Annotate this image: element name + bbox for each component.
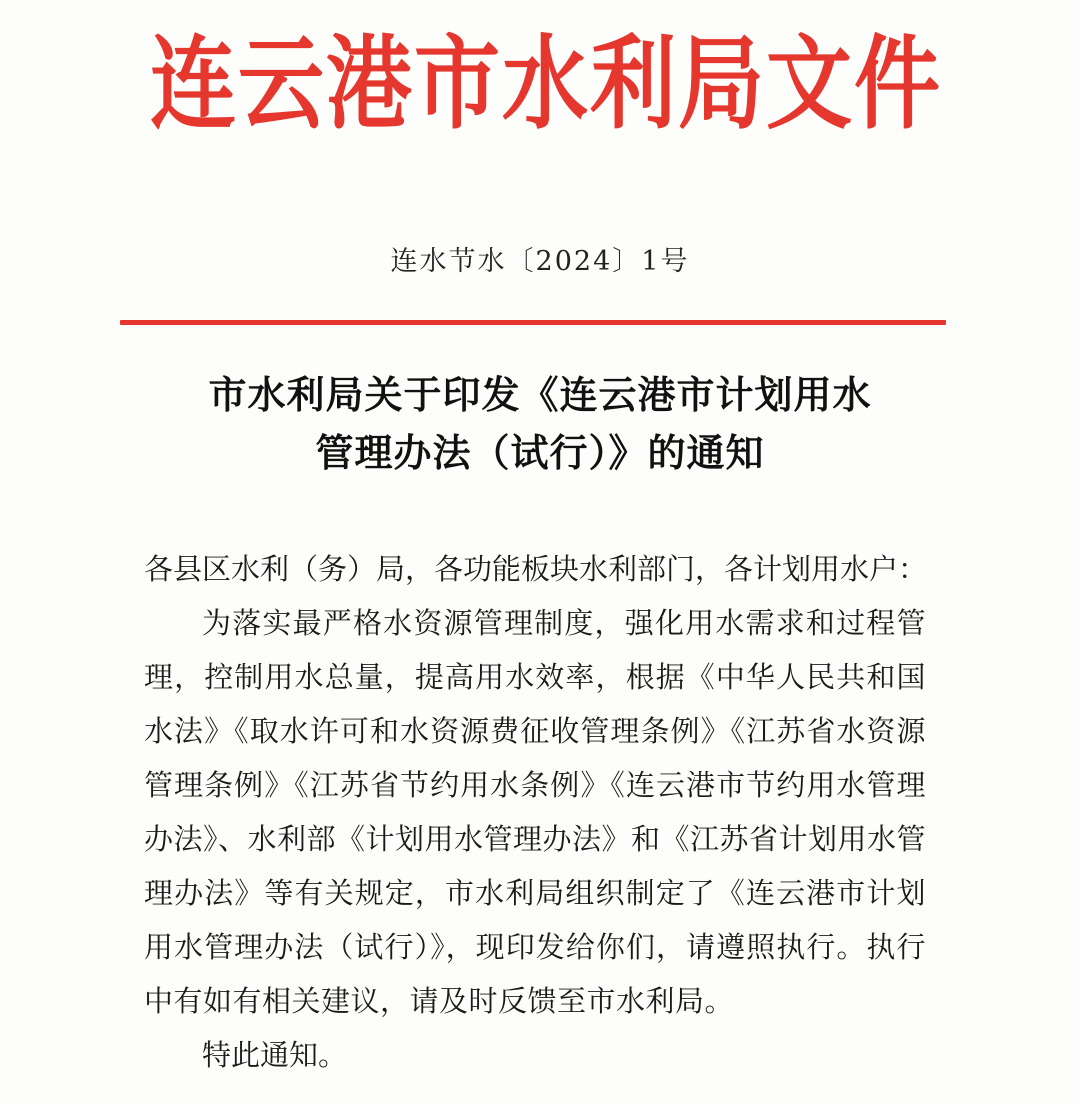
body-paragraph: 为落实最严格水资源管理制度，强化用水需求和过程管理，控制用水总量，提高用水效率，根据《中华人民共和国水法》《取水许可和水资源费征收管理条例》《江苏省水资源管理条例》《江苏省节约用水条例》《连云港市节约用水管理办法》、水利部《计划用水管理办法》和《江苏省计划用水管理办法》等有关规定，市水利局组织制定了《连云港市计划用水管理办法（试行）》，现印发给你们，请遵照执行。执行中有如有相关建议，请及时反馈至市水利局。 bbox=[144, 606, 927, 1018]
notice-title-line-1: 市水利局关于印发《连云港市计划用水 bbox=[208, 373, 872, 417]
red-divider-line bbox=[120, 320, 946, 325]
masthead-title: 连云港市水利局文件 bbox=[150, 26, 942, 145]
notice-body bbox=[144, 542, 926, 1082]
notice-title-line-2: 管理办法（试行）》的通知 bbox=[315, 431, 765, 475]
salutation: 各县区水利（务）局，各功能板块水利部门，各计划用水户： bbox=[144, 552, 928, 586]
closing-text: 特此通知。 bbox=[202, 1038, 348, 1072]
document-number: 连水节水〔2024〕1号 bbox=[390, 246, 690, 277]
notice-title bbox=[0, 366, 1080, 482]
